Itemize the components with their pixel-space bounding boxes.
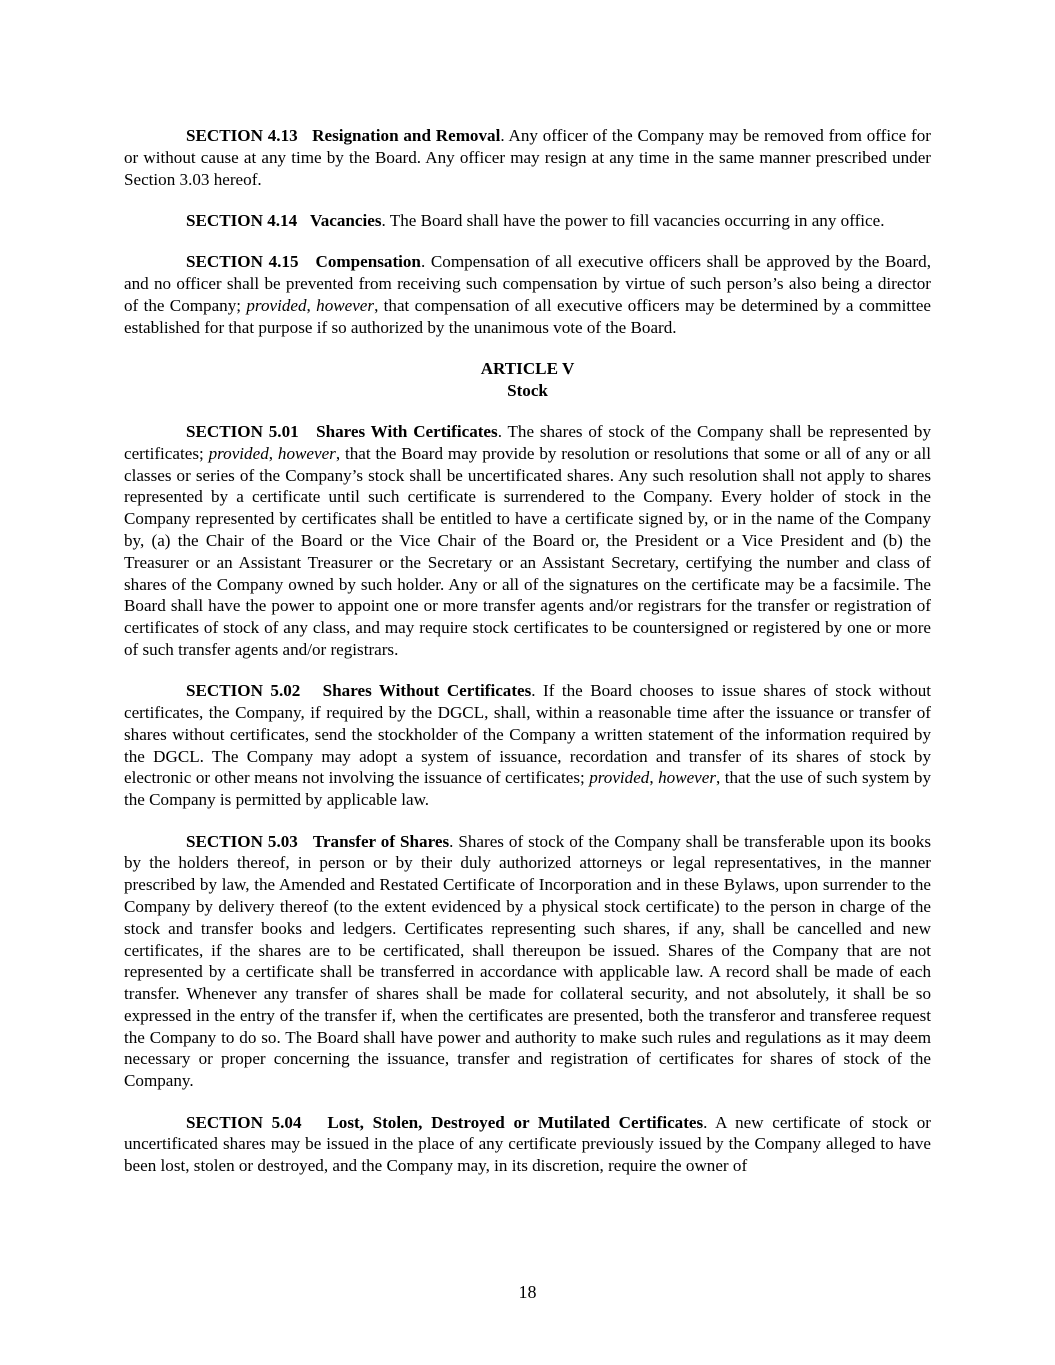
section-text: . A new certificate of stock or uncertificated shares may be issued in the place of any certificate previously issued by the Company alleged to have been lost, stolen or destroyed, and the Company may, in its discretion, require the owner of — [124, 1112, 932, 1176]
section-text: . Shares of stock of the Company shall be transferable upon its books by the holders thereof, in person or by their duly authorized attorneys or legal representatives, in the manner prescribed by law, the Amended and Restated Certificate of Incorporation and in these Bylaws, upon surrender to the Company by delivery thereof (to the extent evidenced by a physical stock certificate) to the person in charge of the stock and transfer books and ledgers. Certificates representing such shares, if any, shall be cancelled and new certificates, if the shares are to be certificated, shall thereupon be issued. Shares of the Company that are not represented by a certificate shall be transferred in accordance with applicable law. A record shall be made of each transfer. Whenever any transfer of shares shall be made for collateral security, and not absolutely, it shall be so expressed in the entry of the transfer if, when the certificates are presented, both the transferor and transferee request the Company to do so. The Board shall have power and authority to make such rules and regulations as it may deem necessary or proper concerning the issuance, transfer and registration of certificates for shares of stock of the Company. — [124, 831, 931, 1091]
section-text: . Compensation of all executive officers shall be approved by the Board, and no officer shall be prevented from receiving such compensation by virtue of such person’s also being a director of the Company; — [124, 252, 931, 315]
section-text: . If the Board chooses to issue shares of stock without certificates, the Company, if required by the DGCL, shall, within a reasonable time after the issuance or transfer of shares without certificates, send the stockholder of the Company a written statement of the information required by the DGCL. The Company may adopt a system of issuance, recordation and transfer of its shares of stock by electronic or other means not involving the issuance of certificates; — [124, 681, 931, 788]
section-text: . The Board shall have the power to fill vacancies occurring in any office. — [381, 210, 885, 230]
section-text: , that the use of such system by the Company is permitted by applicable law. — [124, 768, 932, 810]
article-subheading: Stock — [507, 380, 548, 400]
section-text-italic: provided — [208, 443, 269, 463]
section-text: . Any officer of the Company may be removed from office for or without cause at any time by the Board. Any officer may resign at any time in the same manner prescribed under Section 3.03 hereof. — [124, 126, 931, 189]
section-number: SECTION 5.01 — [186, 421, 299, 441]
section-paragraph — [124, 125, 931, 190]
section-title: Transfer of Shares — [312, 831, 450, 851]
section-text-italic: provided — [589, 768, 650, 788]
sections-before-article — [124, 125, 931, 338]
section-paragraph — [124, 680, 931, 811]
section-text: , — [649, 768, 659, 788]
section-number: SECTION 5.03 — [186, 831, 298, 851]
section-text-italic: however — [316, 295, 375, 315]
article-heading-block — [124, 358, 931, 402]
section-text: , — [306, 295, 317, 315]
section-text: , that the Board may provide by resolution or resolutions that some or all of any or all classes or series of the Company’s stock shall be uncertificated shares. Any such resolution shall not apply to shares represented by a certificate until such certificate is surrendered to the Company. Every holder of stock in the Company represented by certificates shall be entitled to have a certificate signed by, or in the name of the Company by, (a) the Chair of the Board or the Vice Chair of the Board or, the President or a Vice President and (b) the Treasurer or an Assistant Treasurer or the Secretary or an Assistant Secretary, certifying the number and class of shares of the Company owned by such holder. Any or all of the signatures on the certificate may be a facsimile. The Board shall have the power to appoint one or more transfer agents and/or registrars for the transfer or registration of certificates of stock of any class, and may require stock certificates to be countersigned or registered by one or more of such transfer agents and/or registrars. — [124, 443, 931, 659]
section-text: , that compensation of all executive officers may be determined by a committee established for that purpose if so authorized by the unanimous vote of the Board. — [124, 295, 931, 337]
section-paragraph — [124, 421, 931, 661]
section-number: SECTION 4.14 — [186, 210, 298, 230]
section-text-italic: however — [658, 768, 717, 788]
section-title: Vacancies — [309, 210, 382, 230]
section-number: SECTION 5.02 — [186, 681, 301, 701]
section-number: SECTION 4.13 — [186, 126, 298, 145]
section-paragraph — [124, 831, 931, 1093]
section-text: . The shares of stock of the Company shall be represented by certificates; — [124, 421, 931, 463]
section-text-italic: provided — [246, 295, 307, 315]
page-number: 18 — [518, 1282, 537, 1302]
section-paragraph — [124, 251, 931, 338]
section-paragraph — [124, 210, 931, 232]
section-title: Compensation — [315, 252, 421, 272]
section-title: Shares Without Certificates — [322, 681, 532, 701]
sections-after-article — [124, 421, 931, 1177]
section-text: , — [268, 443, 278, 463]
section-text-italic: however — [277, 443, 336, 463]
section-number: SECTION 5.04 — [186, 1112, 302, 1132]
article-heading: ARTICLE V — [480, 358, 575, 378]
section-title: Lost, Stolen, Destroyed or Mutilated Certificates — [327, 1112, 704, 1132]
section-title: Resignation and Removal — [312, 126, 501, 145]
section-paragraph — [124, 1112, 931, 1177]
section-title: Shares With Certificates — [316, 421, 498, 441]
document-body — [124, 125, 931, 1177]
section-number: SECTION 4.15 — [186, 252, 299, 272]
